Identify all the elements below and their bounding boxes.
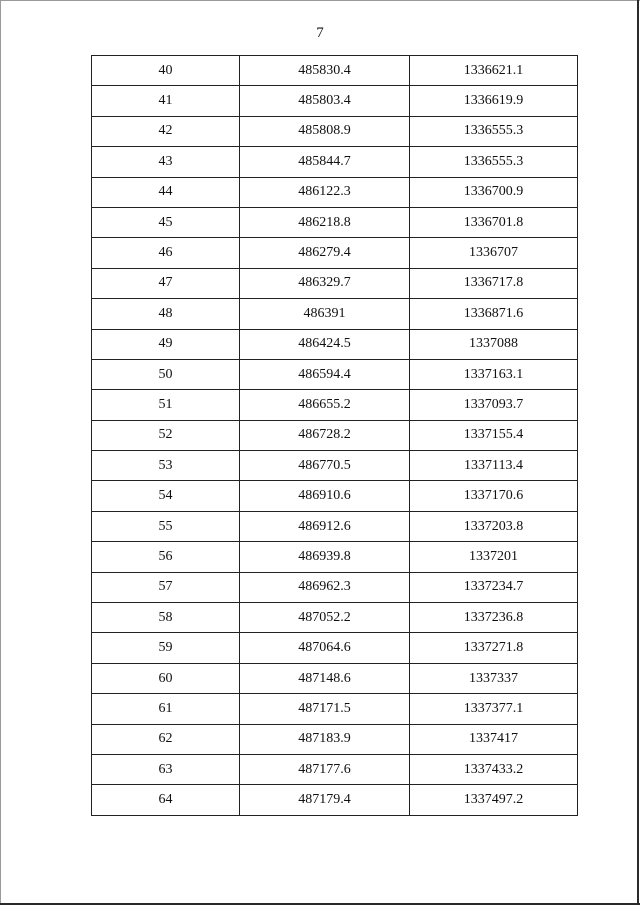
point-number-cell: 62 <box>92 724 240 754</box>
point-number-cell: 61 <box>92 694 240 724</box>
x-coordinate-cell: 486391 <box>240 299 410 329</box>
point-number-cell: 56 <box>92 542 240 572</box>
point-number-cell: 43 <box>92 147 240 177</box>
table-row <box>92 754 578 784</box>
table-row <box>92 177 578 207</box>
x-coordinate-cell: 486218.8 <box>240 207 410 237</box>
table-row <box>92 359 578 389</box>
x-coordinate-cell: 487183.9 <box>240 724 410 754</box>
table-row <box>92 207 578 237</box>
point-number-cell: 59 <box>92 633 240 663</box>
y-coordinate-cell: 1337113.4 <box>410 451 578 481</box>
x-coordinate-cell: 485844.7 <box>240 147 410 177</box>
x-coordinate-cell: 485830.4 <box>240 56 410 86</box>
point-number-cell: 63 <box>92 754 240 784</box>
x-coordinate-cell: 486962.3 <box>240 572 410 602</box>
x-coordinate-cell: 486939.8 <box>240 542 410 572</box>
x-coordinate-cell: 486728.2 <box>240 420 410 450</box>
table-row <box>92 238 578 268</box>
point-number-cell: 58 <box>92 603 240 633</box>
point-number-cell: 55 <box>92 511 240 541</box>
x-coordinate-cell: 486912.6 <box>240 511 410 541</box>
y-coordinate-cell: 1336707 <box>410 238 578 268</box>
point-number-cell: 49 <box>92 329 240 359</box>
y-coordinate-cell: 1336555.3 <box>410 116 578 146</box>
point-number-cell: 57 <box>92 572 240 602</box>
y-coordinate-cell: 1336619.9 <box>410 86 578 116</box>
x-coordinate-cell: 485803.4 <box>240 86 410 116</box>
y-coordinate-cell: 1337236.8 <box>410 603 578 633</box>
table-row <box>92 116 578 146</box>
point-number-cell: 47 <box>92 268 240 298</box>
y-coordinate-cell: 1337170.6 <box>410 481 578 511</box>
x-coordinate-cell: 487052.2 <box>240 603 410 633</box>
page-border-left <box>0 0 1 905</box>
page-border-right <box>637 0 639 905</box>
table-row <box>92 572 578 602</box>
y-coordinate-cell: 1337497.2 <box>410 785 578 815</box>
point-number-cell: 53 <box>92 451 240 481</box>
table-row <box>92 663 578 693</box>
y-coordinate-cell: 1337433.2 <box>410 754 578 784</box>
y-coordinate-cell: 1337417 <box>410 724 578 754</box>
x-coordinate-cell: 486655.2 <box>240 390 410 420</box>
x-coordinate-cell: 486910.6 <box>240 481 410 511</box>
point-number-cell: 64 <box>92 785 240 815</box>
y-coordinate-cell: 1337201 <box>410 542 578 572</box>
table-row <box>92 511 578 541</box>
point-number-cell: 45 <box>92 207 240 237</box>
point-number-cell: 54 <box>92 481 240 511</box>
x-coordinate-cell: 487177.6 <box>240 754 410 784</box>
x-coordinate-cell: 487171.5 <box>240 694 410 724</box>
y-coordinate-cell: 1336871.6 <box>410 299 578 329</box>
y-coordinate-cell: 1337155.4 <box>410 420 578 450</box>
table-row <box>92 147 578 177</box>
x-coordinate-cell: 486122.3 <box>240 177 410 207</box>
y-coordinate-cell: 1336700.9 <box>410 177 578 207</box>
y-coordinate-cell: 1336555.3 <box>410 147 578 177</box>
table-row <box>92 329 578 359</box>
point-number-cell: 46 <box>92 238 240 268</box>
table-row <box>92 481 578 511</box>
coordinates-table-body <box>92 56 578 816</box>
table-row <box>92 56 578 86</box>
x-coordinate-cell: 486770.5 <box>240 451 410 481</box>
table-row <box>92 299 578 329</box>
table-row <box>92 694 578 724</box>
point-number-cell: 52 <box>92 420 240 450</box>
x-coordinate-cell: 486594.4 <box>240 359 410 389</box>
y-coordinate-cell: 1337203.8 <box>410 511 578 541</box>
table-row <box>92 785 578 815</box>
y-coordinate-cell: 1336621.1 <box>410 56 578 86</box>
table-row <box>92 86 578 116</box>
y-coordinate-cell: 1337271.8 <box>410 633 578 663</box>
y-coordinate-cell: 1337093.7 <box>410 390 578 420</box>
x-coordinate-cell: 487148.6 <box>240 663 410 693</box>
point-number-cell: 50 <box>92 359 240 389</box>
x-coordinate-cell: 486329.7 <box>240 268 410 298</box>
page-number: 7 <box>316 25 324 41</box>
y-coordinate-cell: 1337377.1 <box>410 694 578 724</box>
x-coordinate-cell: 486424.5 <box>240 329 410 359</box>
point-number-cell: 41 <box>92 86 240 116</box>
y-coordinate-cell: 1337337 <box>410 663 578 693</box>
table-row <box>92 390 578 420</box>
point-number-cell: 51 <box>92 390 240 420</box>
table-row <box>92 724 578 754</box>
y-coordinate-cell: 1337088 <box>410 329 578 359</box>
table-row <box>92 420 578 450</box>
x-coordinate-cell: 487064.6 <box>240 633 410 663</box>
table-row <box>92 603 578 633</box>
y-coordinate-cell: 1336701.8 <box>410 207 578 237</box>
table-row <box>92 633 578 663</box>
point-number-cell: 44 <box>92 177 240 207</box>
table-row <box>92 542 578 572</box>
y-coordinate-cell: 1337234.7 <box>410 572 578 602</box>
table-row <box>92 451 578 481</box>
point-number-cell: 40 <box>92 56 240 86</box>
y-coordinate-cell: 1336717.8 <box>410 268 578 298</box>
y-coordinate-cell: 1337163.1 <box>410 359 578 389</box>
x-coordinate-cell: 485808.9 <box>240 116 410 146</box>
point-number-cell: 48 <box>92 299 240 329</box>
coordinates-table <box>91 55 578 816</box>
point-number-cell: 60 <box>92 663 240 693</box>
x-coordinate-cell: 487179.4 <box>240 785 410 815</box>
point-number-cell: 42 <box>92 116 240 146</box>
table-row <box>92 268 578 298</box>
page-border-top <box>0 0 640 1</box>
x-coordinate-cell: 486279.4 <box>240 238 410 268</box>
